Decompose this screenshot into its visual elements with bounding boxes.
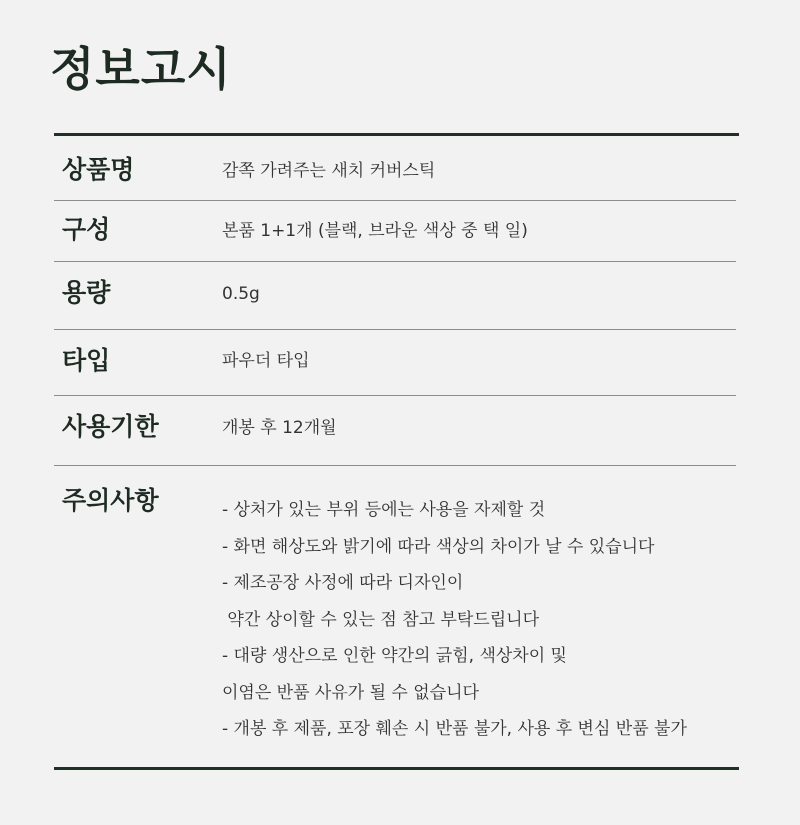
row-label-product-name: 상품명 [62, 155, 135, 184]
precaution-line: - 대량 생산으로 인한 약간의 긁힘, 색상차이 및 [222, 646, 567, 666]
row-value-product-name: 감쪽 가려주는 새치 커버스틱 [222, 161, 436, 181]
row-divider [54, 329, 736, 330]
precaution-line: 약간 상이할 수 있는 점 참고 부탁드립니다 [222, 609, 540, 630]
row-divider [54, 395, 736, 396]
precaution-line: - 개봉 후 제품, 포장 훼손 시 반품 불가, 사용 후 변심 반품 불가 [222, 719, 687, 739]
precaution-line: 이염은 반품 사유가 될 수 없습니다 [222, 682, 479, 703]
row-label-expiry: 사용기한 [62, 412, 159, 441]
row-value-composition: 본품 1+1개 (블랙, 브라운 색상 중 택 일) [222, 221, 528, 241]
table-top-rule [54, 133, 739, 136]
row-value-expiry: 개봉 후 12개월 [222, 418, 337, 438]
precaution-line: - 화면 해상도와 밝기에 따라 색상의 차이가 날 수 있습니다 [222, 536, 655, 557]
precaution-line: - 제조공장 사정에 따라 디자인이 [222, 573, 464, 593]
precaution-line: - 상처가 있는 부위 등에는 사용을 자제할 것 [222, 500, 546, 520]
row-divider [54, 200, 736, 201]
row-label-precautions: 주의사항 [62, 486, 159, 515]
precautions-list [222, 492, 687, 748]
row-label-type: 타입 [62, 346, 111, 375]
row-value-type: 파우더 타입 [222, 351, 310, 371]
row-divider [54, 465, 736, 466]
row-label-composition: 구성 [62, 215, 111, 244]
row-divider [54, 261, 736, 262]
row-value-capacity: 0.5g [222, 284, 260, 304]
row-label-capacity: 용량 [62, 278, 111, 307]
table-bottom-rule [54, 767, 739, 770]
page-title: 정보고시 [50, 42, 232, 96]
